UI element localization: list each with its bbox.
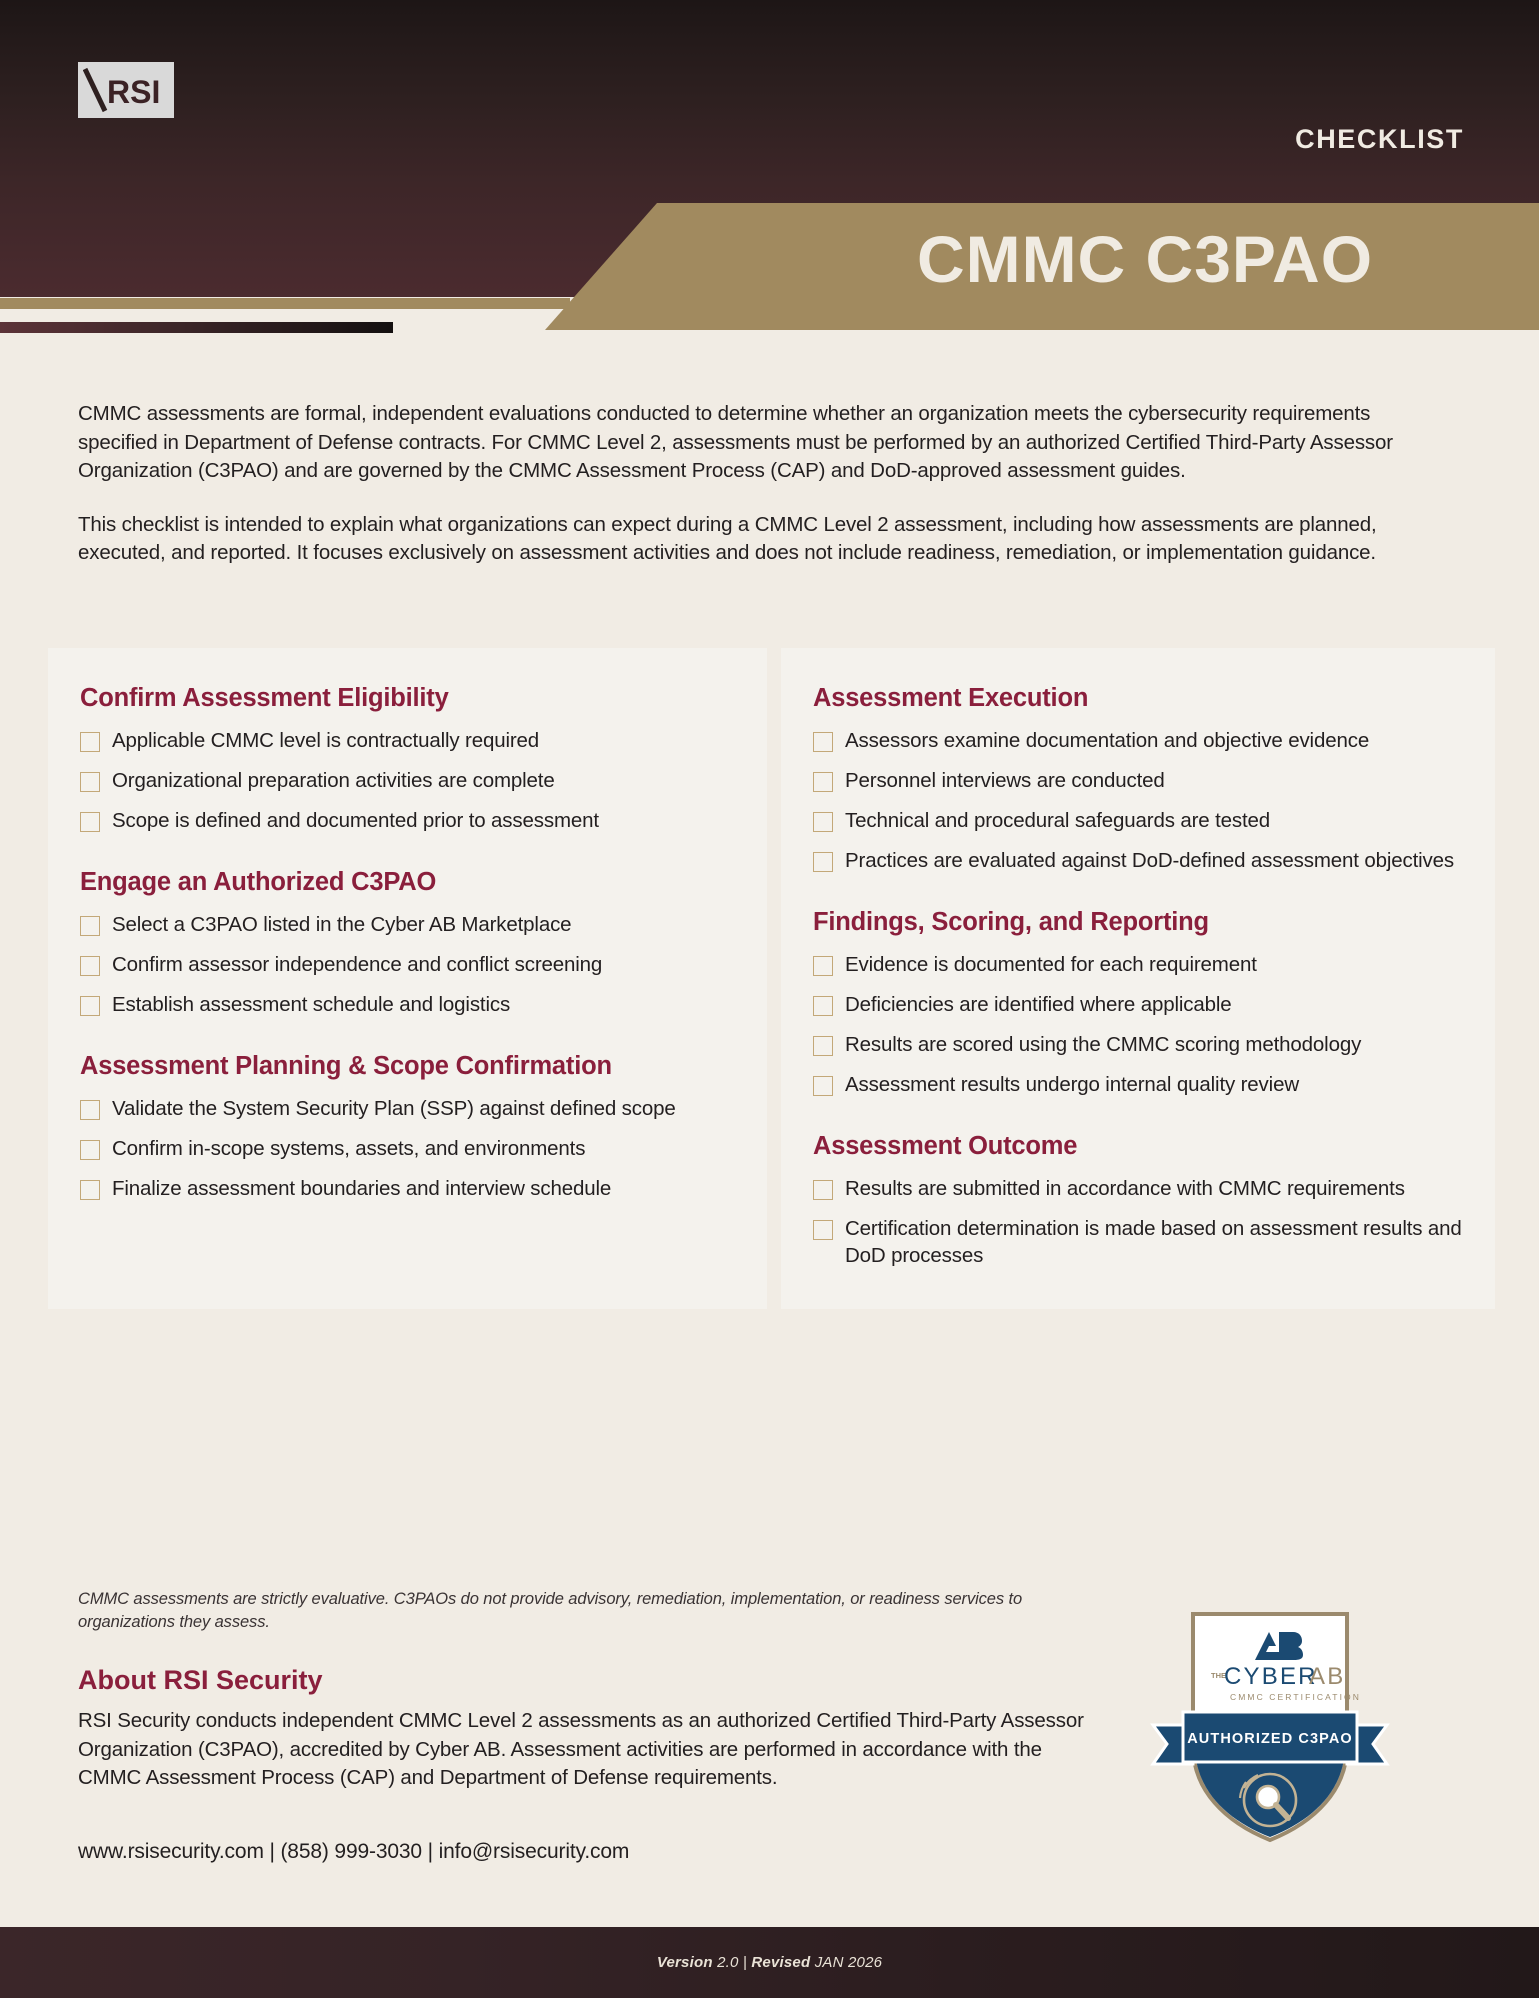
checklist-item[interactable] [80, 951, 735, 978]
checkbox-icon[interactable] [80, 772, 100, 792]
checklist-item-label: Select a C3PAO listed in the Cyber AB Marketplace [112, 913, 572, 936]
checklist-section [813, 684, 1463, 874]
accent-bar-gold [0, 298, 570, 309]
rsi-logo-icon [83, 67, 169, 113]
checklist-section [80, 684, 735, 834]
section-title: Assessment Execution [813, 684, 1089, 712]
about-body: RSI Security conducts independent CMMC Level 2 assessments as an authorized Certified Third-Party Assessor Organization (C3PAO), accredited by Cyber AB. Assessment activities are performed in accordance with the CMMC Assessment Process (CAP) and Department of Defense requirements. [78, 1709, 1084, 1789]
intro-paragraph-2: This checklist is intended to explain what organizations can expect during a CMMC Level 2 assessment, including how assessments are planned, executed, and reported. It focuses exclusively on assessment activities and does not include readiness, remediation, or implementation guidance. [78, 512, 1377, 564]
rsi-logo [78, 62, 174, 118]
version-text [657, 1954, 882, 1971]
checklist-item[interactable] [80, 1095, 735, 1122]
badge-subtitle: CMMC CERTIFICATION [1230, 1692, 1361, 1702]
checklist-item[interactable] [813, 767, 1463, 794]
intro-paragraph-1: CMMC assessments are formal, independent evaluations conducted to determine whether an organization meets the cybersecurity requirements specified in Department of Defense contracts. For CMMC Level 2, assessments must be performed by an authorized Certified Third-Party Assessor Organization (C3PAO) and are governed by the CMMC Assessment Process (CAP) and DoD-approved assessment guides. [78, 402, 1393, 482]
checklist-kicker: CHECKLIST [1295, 124, 1464, 154]
checklist-item[interactable] [813, 1071, 1463, 1098]
checkbox-icon[interactable] [80, 1140, 100, 1160]
checklist-item[interactable] [813, 991, 1463, 1018]
checklist-section [813, 908, 1463, 1098]
cyber-ab-badge-icon [1145, 1578, 1395, 1863]
checkbox-icon[interactable] [813, 732, 833, 752]
checklist-item-label: Results are submitted in accordance with CMMC requirements [845, 1177, 1405, 1200]
checkbox-icon[interactable] [80, 916, 100, 936]
page-title: CMMC C3PAO [916, 222, 1374, 296]
checkbox-icon[interactable] [813, 1076, 833, 1096]
section-title: Assessment Planning & Scope Confirmation [80, 1052, 612, 1080]
version-bar [0, 1927, 1539, 1998]
checkbox-icon[interactable] [80, 956, 100, 976]
checklist-columns [48, 648, 1495, 1309]
section-title: Assessment Outcome [813, 1132, 1078, 1160]
checkbox-icon[interactable] [80, 732, 100, 752]
about-title: About RSI Security [78, 1665, 323, 1695]
checklist-section [80, 1052, 735, 1202]
checklist-item[interactable] [813, 951, 1463, 978]
checklist-item-label: Scope is defined and documented prior to assessment [112, 809, 599, 832]
badge-ribbon-label: AUTHORIZED C3PAO [1187, 1731, 1353, 1747]
checklist-item-label: Validate the System Security Plan (SSP) against defined scope [112, 1097, 676, 1120]
accent-bar-dark [0, 322, 393, 333]
checkbox-icon[interactable] [813, 1036, 833, 1056]
version-label: Version [656, 1954, 713, 1971]
checklist-section [80, 868, 735, 1018]
checklist-section [813, 1132, 1463, 1269]
section-title: Confirm Assessment Eligibility [80, 684, 449, 712]
checkbox-icon[interactable] [80, 1180, 100, 1200]
version-separator: | [742, 1954, 747, 1971]
disclaimer-text: CMMC assessments are strictly evaluative. C3PAOs do not provide advisory, remediation, implementation, or readiness services to organizations they assess. [78, 1590, 1023, 1631]
checklist-item[interactable] [80, 1175, 735, 1202]
checklist-item-label: Assessment results undergo internal quality review [845, 1073, 1299, 1096]
checkbox-icon[interactable] [813, 812, 833, 832]
badge-name-ab: AB [1309, 1663, 1346, 1690]
checklist-item-label: Technical and procedural safeguards are tested [845, 809, 1271, 832]
checklist-item-label: Applicable CMMC level is contractually required [112, 729, 540, 752]
checklist-item[interactable] [80, 991, 735, 1018]
checklist-item[interactable] [813, 807, 1463, 834]
revised-date: JAN 2026 [814, 1954, 883, 1971]
checklist-column-left [48, 648, 767, 1309]
version-number: 2.0 [717, 1954, 739, 1971]
badge-the-label: THE [1211, 1671, 1226, 1680]
checkbox-icon[interactable] [80, 1100, 100, 1120]
checklist-item-label: Confirm assessor independence and conflict screening [112, 953, 603, 976]
checkbox-icon[interactable] [813, 996, 833, 1016]
checklist-item-label: Assessors examine documentation and objective evidence [845, 729, 1370, 752]
checklist-item[interactable] [80, 727, 735, 754]
section-title: Engage an Authorized C3PAO [80, 868, 437, 896]
checklist-item-label: Personnel interviews are conducted [845, 769, 1165, 792]
checklist-item-label: Finalize assessment boundaries and interview schedule [112, 1177, 612, 1200]
checklist-item-label: Establish assessment schedule and logistics [112, 993, 511, 1016]
svg-text:RSI: RSI [107, 74, 161, 110]
cyber-ab-badge [1145, 1578, 1395, 1863]
checklist-item[interactable] [80, 911, 735, 938]
checklist-item[interactable] [813, 1031, 1463, 1058]
checklist-item[interactable] [813, 1175, 1463, 1202]
checklist-item[interactable] [80, 807, 735, 834]
checklist-item-label: Organizational preparation activities are complete [112, 769, 555, 792]
checklist-item-label: Practices are evaluated against DoD-defined assessment objectives [845, 849, 1454, 872]
checkbox-icon[interactable] [813, 956, 833, 976]
checklist-item-label: Certification determination is made based on assessment results and DoD processes [845, 1217, 1462, 1267]
checklist-item-label: Evidence is documented for each requirement [845, 953, 1257, 976]
section-title: Findings, Scoring, and Reporting [813, 908, 1209, 936]
checkbox-icon[interactable] [813, 1220, 833, 1240]
checklist-item-label: Results are scored using the CMMC scoring methodology [845, 1033, 1362, 1056]
contact-line[interactable]: www.rsisecurity.com | (858) 999-3030 | info@rsisecurity.com [78, 1840, 630, 1863]
checklist-column-right [781, 648, 1495, 1309]
checklist-item[interactable] [80, 767, 735, 794]
checklist-item[interactable] [813, 1215, 1463, 1269]
checklist-item[interactable] [813, 727, 1463, 754]
checkbox-icon[interactable] [80, 996, 100, 1016]
checklist-item-label: Deficiencies are identified where applicable [845, 993, 1232, 1016]
badge-name: CYBER [1224, 1663, 1318, 1690]
intro-text [78, 400, 1408, 568]
checklist-item[interactable] [80, 1135, 735, 1162]
checkbox-icon[interactable] [813, 1180, 833, 1200]
checkbox-icon[interactable] [813, 772, 833, 792]
checklist-item[interactable] [813, 847, 1463, 874]
revised-label: Revised [751, 1954, 811, 1971]
checkbox-icon[interactable] [80, 812, 100, 832]
checklist-item-label: Confirm in-scope systems, assets, and environments [112, 1137, 586, 1160]
checkbox-icon[interactable] [813, 852, 833, 872]
